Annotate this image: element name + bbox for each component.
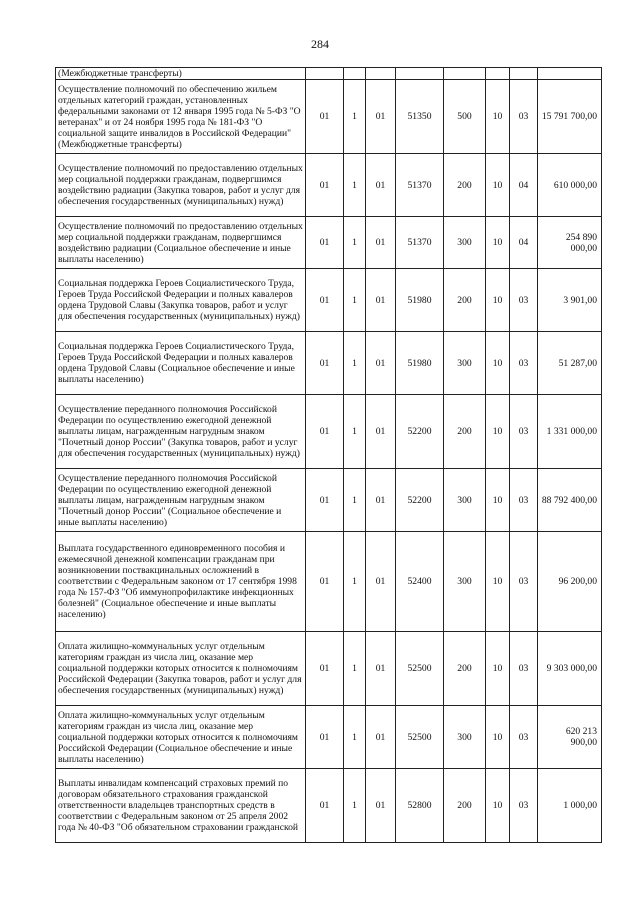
- cell-amount: 1 000,00: [538, 769, 602, 843]
- cell-code-3: 01: [366, 269, 396, 332]
- cell-code-2: 1: [344, 769, 366, 843]
- cell-expense-type: 500: [444, 80, 486, 154]
- cell-amount: 51 287,00: [538, 332, 602, 395]
- cell-target-article: 51370: [396, 154, 444, 217]
- cell-description: Оплата жилищно-коммунальных услуг отдельным категориям граждан из числа лиц, оказание мер социальной поддержки которых относится к полномочиям Российской Федерации (Закупка товаров, работ и услуг для обеспечения государственных (муниципальных) нужд): [56, 632, 306, 706]
- table-row: [56, 469, 602, 532]
- cell-expense-type: 200: [444, 395, 486, 469]
- cell-code-1: 01: [306, 632, 344, 706]
- cell-subsection: 03: [510, 532, 538, 632]
- cell-description: Осуществление переданного полномочия Российской Федерации по осуществлению ежегодной денежной выплаты лицам, награжденным нагрудным знаком "Почетный донор России" (Закупка товаров, работ и услуг для обеспечения государственных (муниципальных) нужд): [56, 395, 306, 469]
- cell-code-1: 01: [306, 80, 344, 154]
- table-body: [56, 68, 602, 843]
- cell-amount: 9 303 000,00: [538, 632, 602, 706]
- cell-description: Социальная поддержка Героев Социалистического Труда, Героев Труда Российской Федерации и полных кавалеров ордена Трудовой Славы (Социальное обеспечение и иные выплаты населению): [56, 332, 306, 395]
- cell-description: Выплаты инвалидам компенсаций страховых премий по договорам обязательного страхования гражданской ответственности владельцев транспортных средств в соответствии с Федеральным законом от 25 апреля 2002 года № 40-ФЗ "Об обязательном страховании гражданской: [56, 769, 306, 843]
- table-row: [56, 217, 602, 269]
- cell-code-3: 01: [366, 469, 396, 532]
- cell-description: Оплата жилищно-коммунальных услуг отдельным категориям граждан из числа лиц, оказание мер социальной поддержки которых относится к полномочиям Российской Федерации (Социальное обеспечение и иные выплаты населению): [56, 706, 306, 769]
- table-row: [56, 269, 602, 332]
- cell-subsection: 03: [510, 769, 538, 843]
- cell-code-3: 01: [366, 217, 396, 269]
- cell-description: Социальная поддержка Героев Социалистического Труда, Героев Труда Российской Федерации и полных кавалеров ордена Трудовой Славы (Закупка товаров, работ и услуг для обеспечения государственных (муниципальных) нужд): [56, 269, 306, 332]
- cell-target-article: 51370: [396, 217, 444, 269]
- cell-code-1: 01: [306, 269, 344, 332]
- cell-code-1: [306, 68, 344, 80]
- cell-expense-type: 300: [444, 532, 486, 632]
- table-row: [56, 769, 602, 843]
- cell-expense-type: 200: [444, 632, 486, 706]
- cell-expense-type: 300: [444, 217, 486, 269]
- cell-amount: [538, 68, 602, 80]
- cell-subsection: 04: [510, 154, 538, 217]
- cell-expense-type: 200: [444, 269, 486, 332]
- cell-target-article: 51350: [396, 80, 444, 154]
- cell-code-2: 1: [344, 332, 366, 395]
- cell-code-3: 01: [366, 769, 396, 843]
- page-number: 284: [311, 37, 329, 51]
- cell-expense-type: 300: [444, 706, 486, 769]
- cell-code-3: 01: [366, 632, 396, 706]
- cell-code-2: 1: [344, 217, 366, 269]
- cell-section: 10: [486, 769, 510, 843]
- cell-target-article: 52800: [396, 769, 444, 843]
- budget-table: [55, 67, 602, 843]
- cell-code-1: 01: [306, 769, 344, 843]
- table-row: [56, 332, 602, 395]
- cell-code-2: [344, 68, 366, 80]
- cell-target-article: 52200: [396, 469, 444, 532]
- cell-code-2: 1: [344, 80, 366, 154]
- cell-expense-type: 200: [444, 769, 486, 843]
- cell-section: 10: [486, 80, 510, 154]
- cell-target-article: 51980: [396, 269, 444, 332]
- cell-expense-type: [444, 68, 486, 80]
- cell-target-article: 51980: [396, 332, 444, 395]
- cell-expense-type: 300: [444, 469, 486, 532]
- cell-section: 10: [486, 269, 510, 332]
- cell-subsection: [510, 68, 538, 80]
- cell-code-3: 01: [366, 80, 396, 154]
- cell-code-2: 1: [344, 269, 366, 332]
- cell-amount: 88 792 400,00: [538, 469, 602, 532]
- cell-section: 10: [486, 332, 510, 395]
- cell-subsection: 04: [510, 217, 538, 269]
- cell-amount: 96 200,00: [538, 532, 602, 632]
- cell-section: 10: [486, 154, 510, 217]
- cell-target-article: 52500: [396, 632, 444, 706]
- cell-code-2: 1: [344, 154, 366, 217]
- cell-expense-type: 200: [444, 154, 486, 217]
- cell-description: Осуществление полномочий по предоставлению отдельных мер социальной поддержки гражданам, подвергшимся воздействию радиации (Социальное обеспечение и иные выплаты населению): [56, 217, 306, 269]
- cell-code-1: 01: [306, 532, 344, 632]
- cell-section: 10: [486, 395, 510, 469]
- cell-code-2: 1: [344, 706, 366, 769]
- cell-subsection: 03: [510, 469, 538, 532]
- cell-amount: 610 000,00: [538, 154, 602, 217]
- cell-code-1: 01: [306, 154, 344, 217]
- cell-subsection: 03: [510, 332, 538, 395]
- cell-section: [486, 68, 510, 80]
- cell-code-2: 1: [344, 469, 366, 532]
- table-row: [56, 632, 602, 706]
- cell-code-3: 01: [366, 332, 396, 395]
- cell-section: 10: [486, 632, 510, 706]
- cell-code-1: 01: [306, 395, 344, 469]
- cell-subsection: 03: [510, 80, 538, 154]
- table-row: [56, 80, 602, 154]
- table-row: [56, 395, 602, 469]
- cell-amount: 3 901,00: [538, 269, 602, 332]
- cell-expense-type: 300: [444, 332, 486, 395]
- cell-subsection: 03: [510, 395, 538, 469]
- cell-amount: 15 791 700,00: [538, 80, 602, 154]
- cell-amount: 620 213 900,00: [538, 706, 602, 769]
- cell-description: Осуществление полномочий по обеспечению жильем отдельных категорий граждан, установленных федеральными законами от 12 января 1995 года № 5-ФЗ "О ветеранах" и от 24 ноября 1995 года № 181-ФЗ "О социальной защите инвалидов в Российской Федерации" (Межбюджетные трансферты): [56, 80, 306, 154]
- cell-target-article: 52200: [396, 395, 444, 469]
- cell-description: Осуществление полномочий по предоставлению отдельных мер социальной поддержки гражданам, подвергшимся воздействию радиации (Закупка товаров, работ и услуг для обеспечения государственных (муниципальных) нужд): [56, 154, 306, 217]
- cell-description: (Межбюджетные трансферты): [56, 68, 306, 80]
- table-row: [56, 706, 602, 769]
- table-row: [56, 532, 602, 632]
- cell-code-3: 01: [366, 154, 396, 217]
- cell-subsection: 03: [510, 269, 538, 332]
- cell-code-1: 01: [306, 217, 344, 269]
- cell-code-2: 1: [344, 395, 366, 469]
- cell-code-1: 01: [306, 332, 344, 395]
- cell-code-3: 01: [366, 706, 396, 769]
- cell-code-1: 01: [306, 706, 344, 769]
- cell-subsection: 03: [510, 632, 538, 706]
- cell-subsection: 03: [510, 706, 538, 769]
- cell-section: 10: [486, 217, 510, 269]
- cell-target-article: 52500: [396, 706, 444, 769]
- cell-code-1: 01: [306, 469, 344, 532]
- table-row: [56, 154, 602, 217]
- cell-section: 10: [486, 706, 510, 769]
- cell-code-2: 1: [344, 632, 366, 706]
- cell-description: Осуществление переданного полномочия Российской Федерации по осуществлению ежегодной денежной выплаты лицам, награжденным нагрудным знаком "Почетный донор России" (Социальное обеспечение и иные выплаты населению): [56, 469, 306, 532]
- cell-code-3: [366, 68, 396, 80]
- cell-section: 10: [486, 469, 510, 532]
- cell-code-2: 1: [344, 532, 366, 632]
- cell-code-3: 01: [366, 395, 396, 469]
- table-row: [56, 68, 602, 80]
- cell-amount: 254 890 000,00: [538, 217, 602, 269]
- cell-description: Выплата государственного единовременного пособия и ежемесячной денежной компенсации гражданам при возникновении поствакцинальных осложнений в соответствии с Федеральным законом от 17 сентября 1998 года № 157-ФЗ "Об иммунопрофилактике инфекционных болезней" (Социальное обеспечение и иные выплаты населению): [56, 532, 306, 632]
- cell-section: 10: [486, 532, 510, 632]
- cell-target-article: [396, 68, 444, 80]
- cell-amount: 1 331 000,00: [538, 395, 602, 469]
- cell-target-article: 52400: [396, 532, 444, 632]
- cell-code-3: 01: [366, 532, 396, 632]
